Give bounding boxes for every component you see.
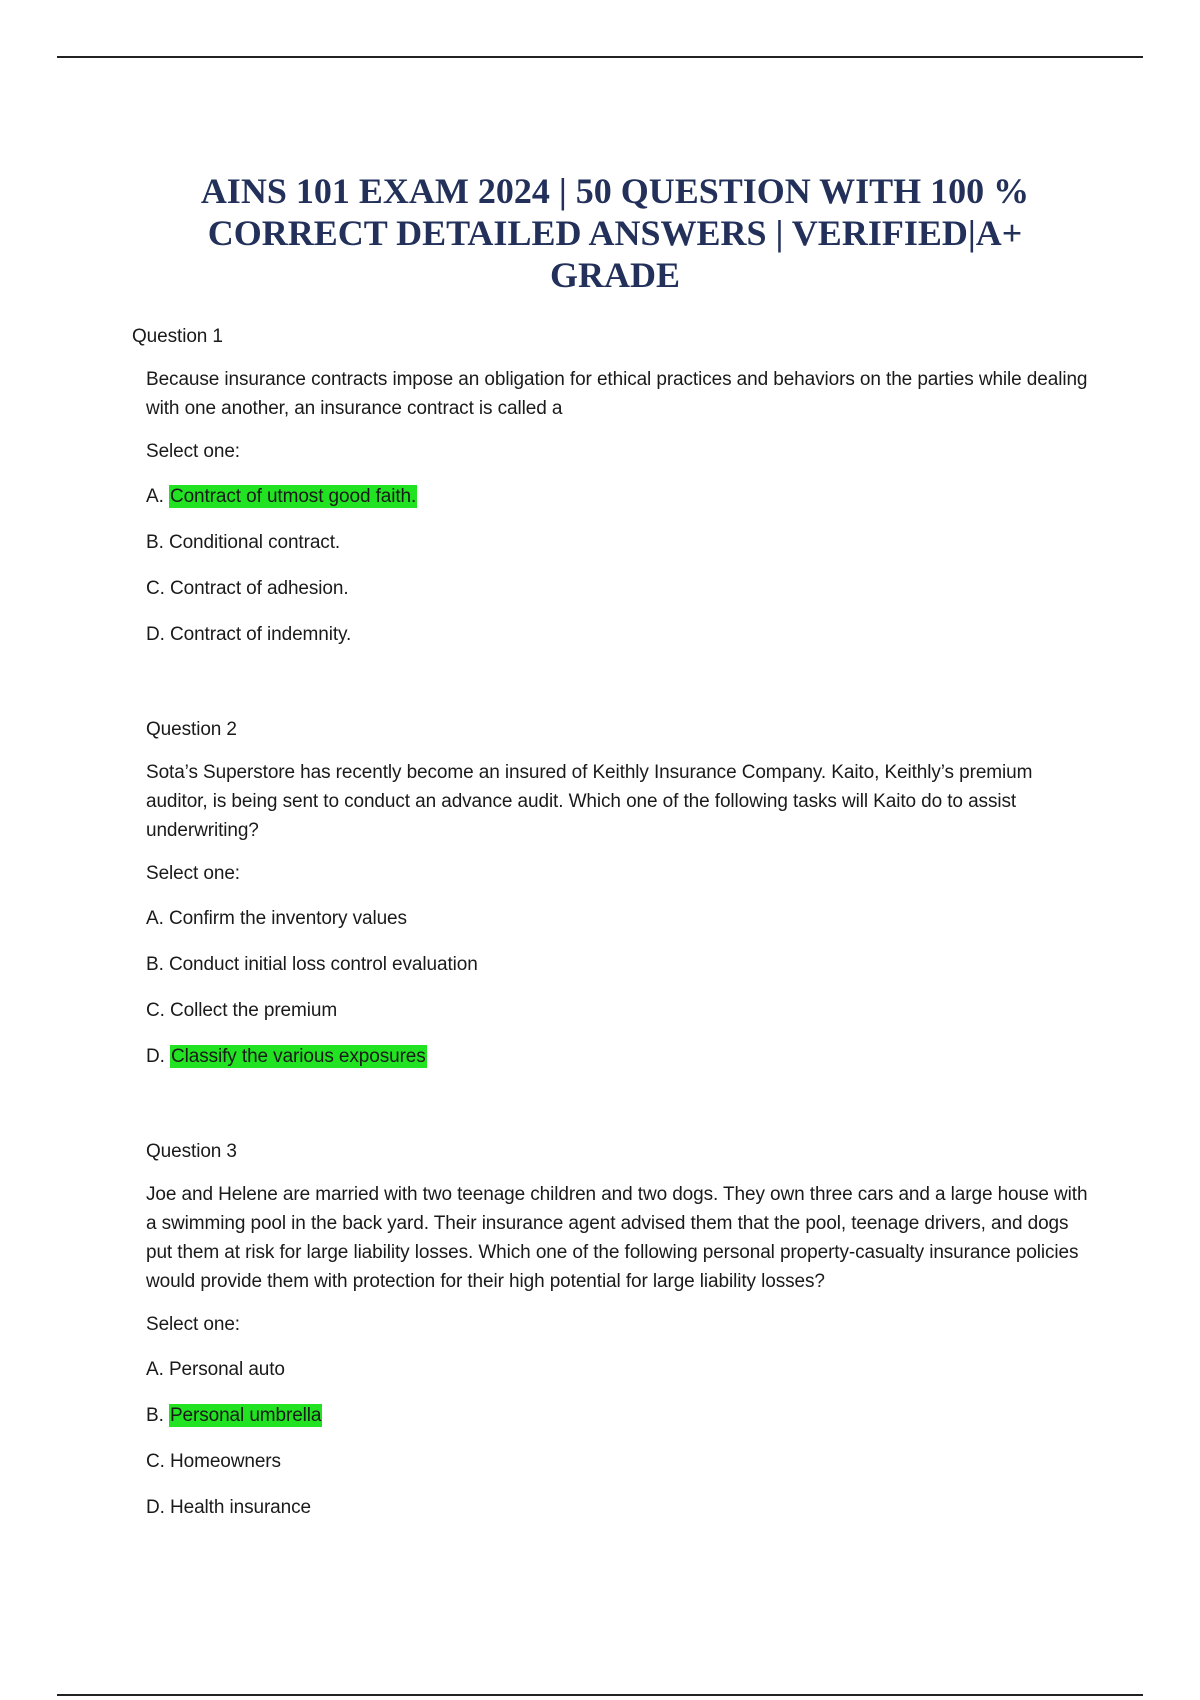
option-text-correct: Classify the various exposures	[171, 1046, 426, 1067]
option-letter: D.	[146, 1497, 165, 1518]
question-heading: Question 2	[146, 719, 237, 740]
top-rule	[57, 56, 1143, 58]
bottom-rule	[57, 1694, 1143, 1696]
option-letter: C.	[146, 1451, 165, 1472]
option-text: Contract of adhesion.	[170, 578, 349, 599]
option-letter: D.	[146, 624, 165, 645]
option-text: Contract of indemnity.	[170, 624, 352, 645]
option-c	[146, 996, 1096, 1025]
option-letter: A.	[146, 486, 164, 507]
select-one-label: Select one:	[146, 441, 240, 462]
option-b	[146, 528, 1096, 557]
option-a	[146, 1355, 1096, 1384]
select-one-label: Select one:	[146, 1314, 240, 1335]
option-letter: A.	[146, 908, 164, 929]
select-one-label: Select one:	[146, 863, 240, 884]
question-text: Sota’s Superstore has recently become an insured of Keithly Insurance Company. Kaito, Keithly’s premium auditor, is being sent to conduct an advance audit. Which one of the following tasks will Kaito do to assist underwriting?	[146, 762, 1033, 841]
option-b	[146, 1401, 1096, 1430]
option-a	[146, 904, 1096, 933]
option-letter: B.	[146, 954, 164, 975]
document-title: AINS 101 EXAM 2024 | 50 QUESTION WITH 100 % CORRECT DETAILED ANSWERS | VERIFIED|A+ GRADE	[200, 171, 1030, 295]
option-letter: A.	[146, 1359, 164, 1380]
option-a	[146, 482, 1096, 511]
question-3	[146, 1137, 1096, 1539]
option-text-correct: Personal umbrella	[169, 1405, 322, 1426]
option-text: Health insurance	[170, 1497, 311, 1518]
option-d	[146, 1042, 1096, 1071]
question-heading: Question 1	[132, 326, 223, 347]
question-2	[146, 715, 1096, 1088]
option-text: Conduct initial loss control evaluation	[168, 954, 478, 975]
option-letter: C.	[146, 578, 165, 599]
question-heading: Question 3	[146, 1141, 237, 1162]
option-text-correct: Contract of utmost good faith.	[169, 486, 417, 507]
option-d	[146, 1493, 1096, 1522]
option-text: Homeowners	[170, 1451, 281, 1472]
option-b	[146, 950, 1096, 979]
option-letter: B.	[146, 532, 164, 553]
question-text: Joe and Helene are married with two teenage children and two dogs. They own three cars and a large house with a swimming pool in the back yard. Their insurance agent advised them that the pool, teenage drivers, and dogs put them at risk for large liability losses. Which one of the following personal property-casualty insurance policies would provide them with protection for their high potential for large liability losses?	[146, 1184, 1088, 1292]
question-text: Because insurance contracts impose an obligation for ethical practices and behaviors on the parties while dealing with one another, an insurance contract is called a	[146, 369, 1088, 419]
option-c	[146, 574, 1096, 603]
option-text: Collect the premium	[170, 1000, 338, 1021]
option-c	[146, 1447, 1096, 1476]
option-text: Personal auto	[168, 1359, 285, 1380]
option-text: Confirm the inventory values	[168, 908, 407, 929]
option-text: Conditional contract.	[168, 532, 341, 553]
option-letter: C.	[146, 1000, 165, 1021]
option-d	[146, 620, 1096, 649]
option-letter: D.	[146, 1046, 165, 1067]
option-letter: B.	[146, 1405, 164, 1426]
question-1	[132, 322, 1096, 666]
